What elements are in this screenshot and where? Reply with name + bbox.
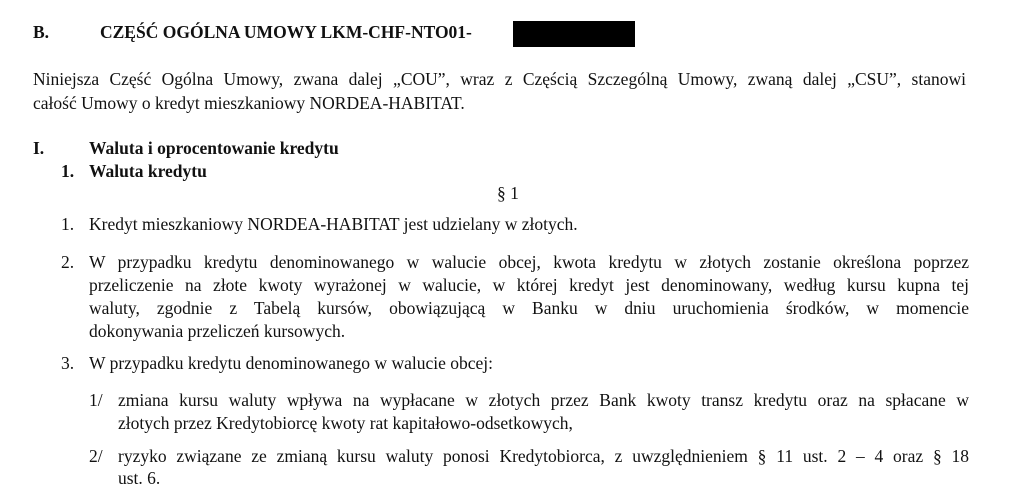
subitem-text-line: ryzyko związane ze zmianą kursu waluty ponosi Kredytobiorca, z uwzględnieniem § 11 ust. 2 – 4 oraz § 18 [118, 446, 969, 466]
subitem-text-line: ust. 6. [118, 468, 161, 488]
section-title: CZĘŚĆ OGÓLNA UMOWY LKM-CHF-NTO01- [100, 22, 472, 42]
item-number: 1. [61, 214, 75, 234]
intro-line-1: Niniejsza Część Ogólna Umowy, zwana dalej „COU”, wraz z Częścią Szczególną Umowy, zwaną dalej „CSU”, stanowi [33, 69, 966, 89]
subsection-title: Waluta kredytu [89, 161, 207, 181]
redaction-block [513, 21, 635, 47]
item-text-line: W przypadku kredytu denominowanego w walucie obcej, kwota kredytu w złotych zostanie określona poprzez [89, 252, 969, 272]
item-text-line: waluty, zgodnie z Tabelą kursów, obowiązującą w Banku w dniu uruchomienia środków, w momencie [89, 298, 969, 318]
chapter-number: I. [33, 138, 45, 158]
intro-line-2: całość Umowy o kredyt mieszkaniowy NORDEA-HABITAT. [33, 93, 465, 113]
paragraph-mark: § 1 [497, 183, 519, 203]
chapter-title: Waluta i oprocentowanie kredytu [89, 138, 339, 158]
item-text-line: dokonywania przeliczeń kursowych. [89, 321, 346, 341]
item-text-line: przeliczenie na złote kwoty wyrażonej w walucie, w której kredyt jest denominowany, według kursu kupna tej [89, 275, 969, 295]
item-number: 2. [61, 252, 75, 272]
subitem-number: 1/ [89, 390, 103, 410]
item-text-line: W przypadku kredytu denominowanego w walucie obcej: [89, 353, 493, 373]
subitem-text-line: złotych przez Kredytobiorcę kwoty rat kapitałowo-odsetkowych, [118, 413, 573, 433]
subsection-number: 1. [61, 161, 75, 181]
subitem-text-line: zmiana kursu waluty wpływa na wypłacane w złotych przez Bank kwoty transz kredytu oraz na spłacane w [118, 390, 969, 410]
subitem-number: 2/ [89, 446, 103, 466]
item-number: 3. [61, 353, 75, 373]
item-text-line: Kredyt mieszkaniowy NORDEA-HABITAT jest udzielany w złotych. [89, 214, 578, 234]
section-letter: B. [33, 22, 50, 42]
